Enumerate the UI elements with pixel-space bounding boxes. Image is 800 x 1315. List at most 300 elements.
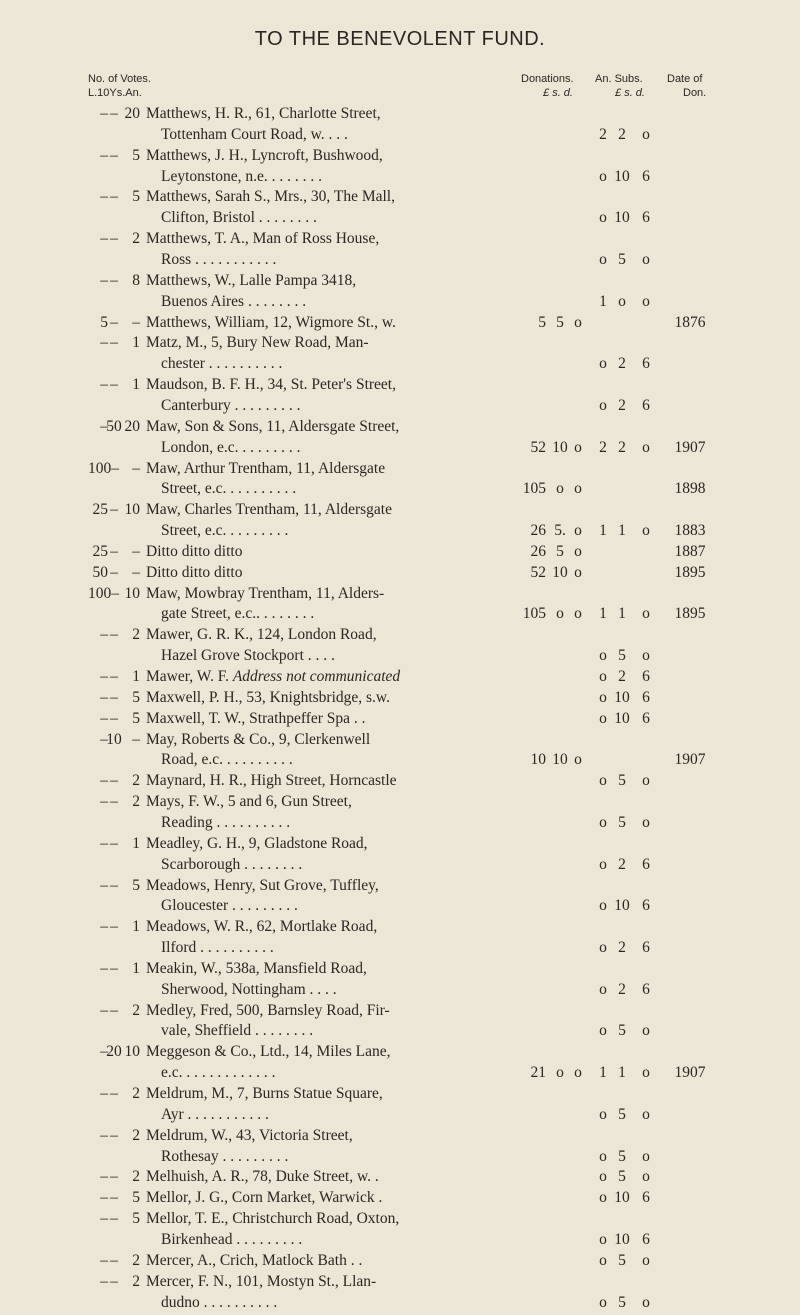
subscription-pence: o — [642, 1293, 650, 1311]
votes-life-count: – — [100, 105, 108, 122]
votes-ten-years-count: – — [110, 1001, 118, 1019]
votes-life-count: – — [100, 1001, 108, 1019]
entry-name-address: Clifton, Bristol . . . . . . . . — [161, 209, 317, 227]
list-item-continuation — [0, 249, 800, 270]
votes-annual-count: 20 — [124, 105, 140, 122]
entry-name-address: Mellor, T. E., Christchurch Road, Oxton, — [146, 1210, 400, 1228]
subscription-pence: 6 — [642, 939, 650, 956]
votes-life-count: 100– — [88, 459, 119, 477]
entry-text — [161, 353, 282, 374]
votes-ten-years-count: – — [110, 1126, 118, 1144]
list-item — [0, 1125, 800, 1146]
list-item-continuation — [0, 1020, 800, 1041]
subscription-pounds: o — [599, 1251, 607, 1269]
list-item-continuation — [0, 1062, 800, 1083]
entry-name-address: Maw, Son & Sons, 11, Aldersgate Street, — [146, 417, 400, 435]
list-item-continuation — [0, 1229, 800, 1250]
entry-text — [146, 875, 379, 896]
subscription-pence: 6 — [642, 1189, 650, 1207]
list-item-continuation — [0, 812, 800, 833]
list-item-continuation — [0, 124, 800, 145]
donation-date: 1895 — [674, 605, 706, 623]
entry-text — [146, 1125, 353, 1146]
votes-annual-count: – — [132, 730, 140, 748]
entry-name-address: Meldrum, M., 7, Burns Statue Square, — [146, 1085, 383, 1102]
donation-shillings: 10 — [552, 751, 568, 769]
votes-life-count: – — [100, 1085, 108, 1102]
subscription-pence: o — [642, 1064, 650, 1082]
subscription-pence: o — [642, 813, 650, 831]
subscription-pounds: 1 — [599, 605, 607, 623]
donation-shillings: 5 — [556, 542, 564, 560]
subscriptions-column-subheader: £ s. d. — [615, 87, 645, 99]
subscription-pounds: 1 — [599, 292, 607, 310]
votes-ten-years-count: 10 — [106, 730, 122, 748]
votes-life-count: – — [100, 188, 108, 206]
list-item — [0, 583, 800, 604]
entry-name-address: Mawer, W. F. — [146, 668, 233, 685]
list-item — [0, 958, 800, 979]
entry-text — [146, 186, 395, 207]
entry-text — [161, 1292, 277, 1313]
subscription-pounds: o — [599, 1147, 607, 1165]
donation-pounds: 52 — [530, 563, 546, 581]
votes-ten-years-count: – — [110, 376, 118, 394]
votes-life-count: – — [100, 334, 108, 352]
votes-ten-years-count: – — [110, 772, 118, 790]
subscription-pounds: o — [599, 668, 607, 685]
entry-name-address: Ross . . . . . . . . . . . — [161, 251, 277, 268]
entry-text — [161, 249, 276, 270]
entry-name-address: Matthews, W., Lalle Pampa 3418, — [146, 271, 357, 289]
list-item-continuation — [0, 291, 800, 312]
votes-annual-count: 5 — [132, 146, 140, 164]
list-item — [0, 1250, 800, 1271]
votes-life-count: – — [100, 834, 108, 852]
subscription-pounds: o — [599, 980, 607, 998]
subscription-pence: 6 — [642, 709, 650, 727]
votes-ten-years-count: – — [110, 918, 118, 936]
subscription-pounds: o — [599, 1168, 607, 1186]
entry-name-address: Mercer, F. N., 101, Mostyn St., Llan- — [146, 1272, 377, 1290]
votes-annual-count: 1 — [132, 376, 140, 394]
donation-shillings: o — [556, 480, 564, 498]
entry-name-address: Ditto ditto ditto — [146, 542, 243, 560]
entry-text — [161, 1104, 269, 1125]
list-item-continuation — [0, 395, 800, 416]
donation-date: 1895 — [674, 563, 706, 581]
list-item-continuation — [0, 854, 800, 875]
donation-pounds: 52 — [530, 438, 546, 456]
votes-ten-years-count: – — [110, 626, 118, 644]
entry-name-address: Maxwell, P. H., 53, Knightsbridge, s.w. — [146, 688, 390, 706]
subscription-pounds: o — [599, 1293, 607, 1311]
list-item-continuation — [0, 520, 800, 541]
entry-text — [161, 812, 290, 833]
votes-life-count: – — [100, 772, 108, 790]
list-item — [0, 1271, 800, 1292]
page-title: TO THE BENEVOLENT FUND. — [254, 28, 546, 50]
subscription-pence: 6 — [642, 688, 650, 706]
entry-text — [161, 854, 302, 875]
entry-text — [161, 395, 300, 416]
list-item — [0, 499, 800, 520]
list-item-continuation — [0, 937, 800, 958]
votes-annual-count: 10 — [124, 584, 140, 602]
entry-text — [161, 645, 335, 666]
entry-text — [161, 749, 293, 770]
list-item-continuation — [0, 1146, 800, 1167]
list-item — [0, 708, 800, 729]
entry-name-address: Mawer, G. R. K., 124, London Road, — [146, 626, 377, 644]
votes-ten-years-count: – — [110, 834, 118, 852]
list-item — [0, 687, 800, 708]
entry-text — [161, 895, 298, 916]
list-item — [0, 1083, 800, 1104]
votes-annual-count: 2 — [132, 1001, 140, 1019]
subscription-shillings: 10 — [614, 688, 630, 706]
donation-pence: o — [574, 605, 582, 623]
subscription-pounds: o — [599, 772, 607, 790]
entry-name-address: Meadows, Henry, Sut Grove, Tuffley, — [146, 876, 379, 894]
entry-name-address: Maudson, B. F. H., 34, St. Peter's Street, — [146, 376, 396, 394]
subscription-shillings: 10 — [614, 1189, 630, 1207]
entry-text — [146, 708, 366, 729]
votes-ten-years-count: – — [110, 876, 118, 894]
entry-text — [146, 1187, 382, 1208]
subscription-shillings: 2 — [618, 396, 626, 414]
subscription-shillings: 10 — [614, 709, 630, 727]
entry-text — [146, 1083, 383, 1104]
list-item-continuation — [0, 895, 800, 916]
subscription-shillings: 5 — [618, 813, 626, 831]
donation-pounds: 26 — [530, 522, 546, 539]
subscription-pence: o — [642, 772, 650, 790]
subscription-pounds: o — [599, 939, 607, 956]
votes-annual-count: 1 — [132, 334, 140, 352]
entry-text — [146, 312, 396, 333]
donation-date: 1907 — [674, 751, 706, 769]
subscription-shillings: 10 — [614, 1230, 630, 1248]
subscription-pence: o — [642, 647, 650, 665]
list-item — [0, 103, 800, 124]
subscription-shillings: 5 — [618, 1168, 626, 1186]
entry-name-address: Reading . . . . . . . . . . — [161, 813, 291, 831]
list-item — [0, 791, 800, 812]
entry-text — [146, 729, 370, 750]
list-item — [0, 1166, 800, 1187]
votes-life-count: – — [100, 1251, 108, 1269]
entry-name-address: Medley, Fred, 500, Barnsley Road, Fir- — [146, 1001, 390, 1019]
votes-life-count: – — [100, 1272, 108, 1290]
donation-pence: o — [574, 313, 582, 331]
subscription-shillings: 5 — [618, 772, 626, 790]
list-item — [0, 332, 800, 353]
donation-pence: o — [574, 563, 582, 581]
entry-name-address: vale, Sheffield . . . . . . . . — [161, 1022, 314, 1040]
list-item-continuation — [0, 603, 800, 624]
entry-name-address: Meggeson & Co., Ltd., 14, Miles Lane, — [146, 1043, 391, 1061]
entry-text — [161, 979, 337, 1000]
subscription-pence: o — [642, 1022, 650, 1040]
subscription-shillings: 5 — [618, 1022, 626, 1040]
entry-name-address: gate Street, e.c.. . . . . . . . — [161, 605, 315, 623]
entry-name-address: Mercer, A., Crich, Matlock Bath . . — [146, 1251, 363, 1269]
subscription-pounds: o — [599, 1230, 607, 1248]
subscription-pounds: o — [599, 813, 607, 831]
entry-text — [146, 499, 392, 520]
votes-life-count: – — [100, 876, 108, 894]
subscription-pence: 6 — [642, 668, 650, 685]
list-item — [0, 374, 800, 395]
donation-date: 1887 — [674, 542, 706, 560]
votes-annual-count: 2 — [132, 772, 140, 790]
votes-annual-count: 2 — [132, 1126, 140, 1144]
entry-text — [146, 770, 397, 791]
donation-pence: o — [574, 438, 582, 456]
subscription-pence: o — [642, 1251, 650, 1269]
donation-shillings: 10 — [552, 563, 568, 581]
subscription-pounds: 1 — [599, 1064, 607, 1082]
entry-note: Address not communicated — [232, 668, 401, 685]
subscription-shillings: 2 — [618, 668, 626, 685]
entry-text — [161, 1146, 288, 1167]
votes-life-count: – — [100, 626, 108, 644]
subscription-pence: 6 — [642, 1230, 650, 1248]
list-item-continuation — [0, 979, 800, 1000]
entry-name-address: dudno . . . . . . . . . . — [161, 1293, 278, 1311]
votes-life-count: – — [100, 1210, 108, 1228]
subscription-pence: o — [642, 438, 650, 456]
votes-ten-years-count: – — [110, 334, 118, 352]
entry-name-address: Mays, F. W., 5 and 6, Gun Street, — [146, 793, 352, 811]
subscription-pounds: o — [599, 355, 607, 373]
subscription-pounds: o — [599, 688, 607, 706]
list-item-continuation — [0, 1292, 800, 1313]
list-item — [0, 1208, 800, 1229]
votes-ten-years-count: – — [110, 959, 118, 977]
entry-text — [161, 937, 274, 958]
entry-name-address: Ayr . . . . . . . . . . . — [161, 1105, 269, 1123]
votes-ten-years-count: – — [110, 1189, 118, 1207]
subscription-shillings: 2 — [618, 438, 626, 456]
subscription-shillings: 10 — [614, 209, 630, 227]
list-item — [0, 729, 800, 750]
entry-name-address: Matthews, William, 12, Wigmore St., w. — [146, 313, 396, 331]
votes-life-count: – — [100, 146, 108, 164]
votes-life-count: – — [100, 1189, 108, 1207]
subscription-shillings: 10 — [614, 897, 630, 915]
donation-pounds: 21 — [530, 1064, 546, 1082]
entry-name-address: Melhuish, A. R., 78, Duke Street, w. . — [146, 1168, 379, 1186]
entry-text — [146, 1000, 390, 1021]
votes-life-count: – — [100, 730, 108, 748]
list-item-continuation — [0, 645, 800, 666]
donation-date: 1883 — [674, 522, 706, 539]
subscription-pounds: o — [599, 1189, 607, 1207]
entry-name-address: Scarborough . . . . . . . . — [161, 855, 303, 873]
entry-text — [146, 791, 352, 812]
entry-text — [161, 520, 288, 541]
votes-ten-years-count: – — [110, 501, 118, 519]
entry-name-address: Street, e.c. . . . . . . . . — [161, 522, 289, 539]
subscription-pounds: o — [599, 251, 607, 268]
subscription-pounds: o — [599, 167, 607, 185]
entry-name-address: Matthews, J. H., Lyncroft, Bushwood, — [146, 146, 383, 164]
entry-text — [161, 166, 322, 187]
entry-name-address: Ilford . . . . . . . . . . — [161, 939, 274, 956]
votes-annual-count: 1 — [132, 668, 140, 685]
subscription-pounds: 2 — [599, 125, 607, 143]
donation-pence: o — [574, 542, 582, 560]
subscription-shillings: 1 — [618, 1064, 626, 1082]
votes-annual-count: 2 — [132, 626, 140, 644]
entry-text — [146, 416, 399, 437]
entry-name-address: Mellor, J. G., Corn Market, Warwick . — [146, 1189, 383, 1207]
subscription-shillings: 2 — [618, 355, 626, 373]
list-item — [0, 916, 800, 937]
entry-name-address: Maynard, H. R., High Street, Horncastle — [146, 772, 397, 790]
entry-text — [146, 1166, 379, 1187]
votes-ten-years-count: – — [110, 563, 118, 581]
list-item — [0, 875, 800, 896]
votes-life-count: – — [100, 709, 108, 727]
subscription-pence: o — [642, 125, 650, 143]
donation-pence: o — [574, 1064, 582, 1082]
votes-annual-count: 1 — [132, 918, 140, 936]
entry-name-address: Matthews, T. A., Man of Ross House, — [146, 230, 380, 248]
subscription-pence: 6 — [642, 897, 650, 915]
list-item-continuation — [0, 1104, 800, 1125]
votes-ten-years-count: – — [110, 313, 118, 331]
entry-name-address: Gloucester . . . . . . . . . — [161, 897, 298, 915]
votes-life-count: – — [100, 668, 108, 685]
donation-pence: o — [574, 751, 582, 769]
subscription-pounds: o — [599, 209, 607, 227]
donation-pounds: 105 — [522, 480, 546, 498]
votes-ten-years-count: – — [110, 271, 118, 289]
entry-text — [146, 332, 369, 353]
votes-annual-count: 10 — [124, 1043, 140, 1061]
votes-life-count: – — [100, 688, 108, 706]
entry-name-address: chester . . . . . . . . . . — [161, 355, 283, 373]
votes-life-count: – — [100, 417, 108, 435]
entry-text — [146, 1271, 376, 1292]
votes-annual-count: 5 — [132, 709, 140, 727]
list-item — [0, 1000, 800, 1021]
entry-text — [161, 291, 306, 312]
list-item — [0, 770, 800, 791]
donation-pence: o — [574, 480, 582, 498]
entry-name-address: Sherwood, Nottingham . . . . — [161, 980, 337, 998]
entry-text — [161, 124, 348, 145]
entry-text — [161, 1020, 313, 1041]
donations-column-header: Donations. — [521, 73, 574, 85]
list-item — [0, 562, 800, 583]
list-item — [0, 541, 800, 562]
entry-name-address: Maw, Charles Trentham, 11, Aldersgate — [146, 501, 392, 519]
entry-name-address: Tottenham Court Road, w. . . . — [161, 125, 348, 143]
votes-life-count: – — [100, 376, 108, 394]
list-item — [0, 1041, 800, 1062]
list-item — [0, 416, 800, 437]
list-item — [0, 270, 800, 291]
entry-text — [161, 1062, 276, 1083]
subscription-pence: 6 — [642, 209, 650, 227]
subscription-shillings: 2 — [618, 125, 626, 143]
votes-annual-count: 5 — [132, 1210, 140, 1228]
entry-text — [146, 562, 242, 583]
subscription-pounds: o — [599, 855, 607, 873]
list-item-continuation — [0, 749, 800, 770]
votes-ten-years-count: – — [110, 1251, 118, 1269]
subscription-pounds: o — [599, 396, 607, 414]
donation-shillings: 5. — [554, 522, 566, 539]
entry-text — [146, 1208, 399, 1229]
subscription-shillings: 5 — [618, 1251, 626, 1269]
votes-ten-years-count: – — [110, 668, 118, 685]
donation-pounds: 105 — [522, 605, 546, 623]
subscription-shillings: 1 — [618, 522, 626, 539]
list-item — [0, 624, 800, 645]
list-item — [0, 666, 800, 687]
votes-annual-count: 2 — [132, 1251, 140, 1269]
subscription-pence: o — [642, 1105, 650, 1123]
votes-annual-count: – — [132, 459, 140, 477]
votes-life-count: – — [100, 271, 108, 289]
votes-life-count: 25 — [92, 542, 108, 560]
subscription-pounds: 1 — [599, 522, 607, 539]
list-item — [0, 312, 800, 333]
entry-name-address: Ditto ditto ditto — [146, 563, 243, 581]
votes-ten-years-count: – — [110, 105, 118, 122]
votes-ten-years-count: – — [110, 542, 118, 560]
entry-name-address: e.c. . . . . . . . . . . . . — [161, 1064, 276, 1082]
entry-name-address: Matthews, Sarah S., Mrs., 30, The Mall, — [146, 188, 395, 206]
list-item-continuation — [0, 166, 800, 187]
subscription-shillings: 1 — [618, 605, 626, 623]
entry-text — [161, 437, 300, 458]
subscription-pence: o — [642, 522, 650, 539]
donation-date: 1907 — [674, 1064, 706, 1082]
entry-name-address: Maw, Mowbray Trentham, 11, Alders- — [146, 584, 385, 602]
entry-text — [146, 145, 383, 166]
entry-name-address: Canterbury . . . . . . . . . — [161, 396, 301, 414]
votes-ten-years-count: – — [110, 188, 118, 206]
votes-annual-count: 5 — [132, 1189, 140, 1207]
donation-date: 1898 — [674, 480, 706, 498]
subscription-shillings: 5 — [618, 1293, 626, 1311]
votes-ten-years-count: 50 — [106, 417, 122, 435]
entry-name-address: Meadley, G. H., 9, Gladstone Road, — [146, 834, 368, 852]
votes-annual-count: 2 — [132, 1272, 140, 1290]
votes-ten-years-count: – — [110, 793, 118, 811]
donation-pounds: 10 — [530, 751, 546, 769]
votes-annual-count: 2 — [132, 230, 140, 248]
list-item — [0, 458, 800, 479]
list-item — [0, 1187, 800, 1208]
entry-text — [161, 603, 314, 624]
entry-text — [146, 916, 377, 937]
subscription-pence: 6 — [642, 396, 650, 414]
subscription-pence: 6 — [642, 355, 650, 373]
entry-text — [161, 207, 317, 228]
entry-name-address: Meakin, W., 538a, Mansfield Road, — [146, 959, 367, 977]
votes-life-count: – — [100, 1043, 108, 1061]
votes-annual-count: 2 — [132, 1168, 140, 1186]
subscription-pence: o — [642, 605, 650, 623]
entry-text — [146, 833, 368, 854]
